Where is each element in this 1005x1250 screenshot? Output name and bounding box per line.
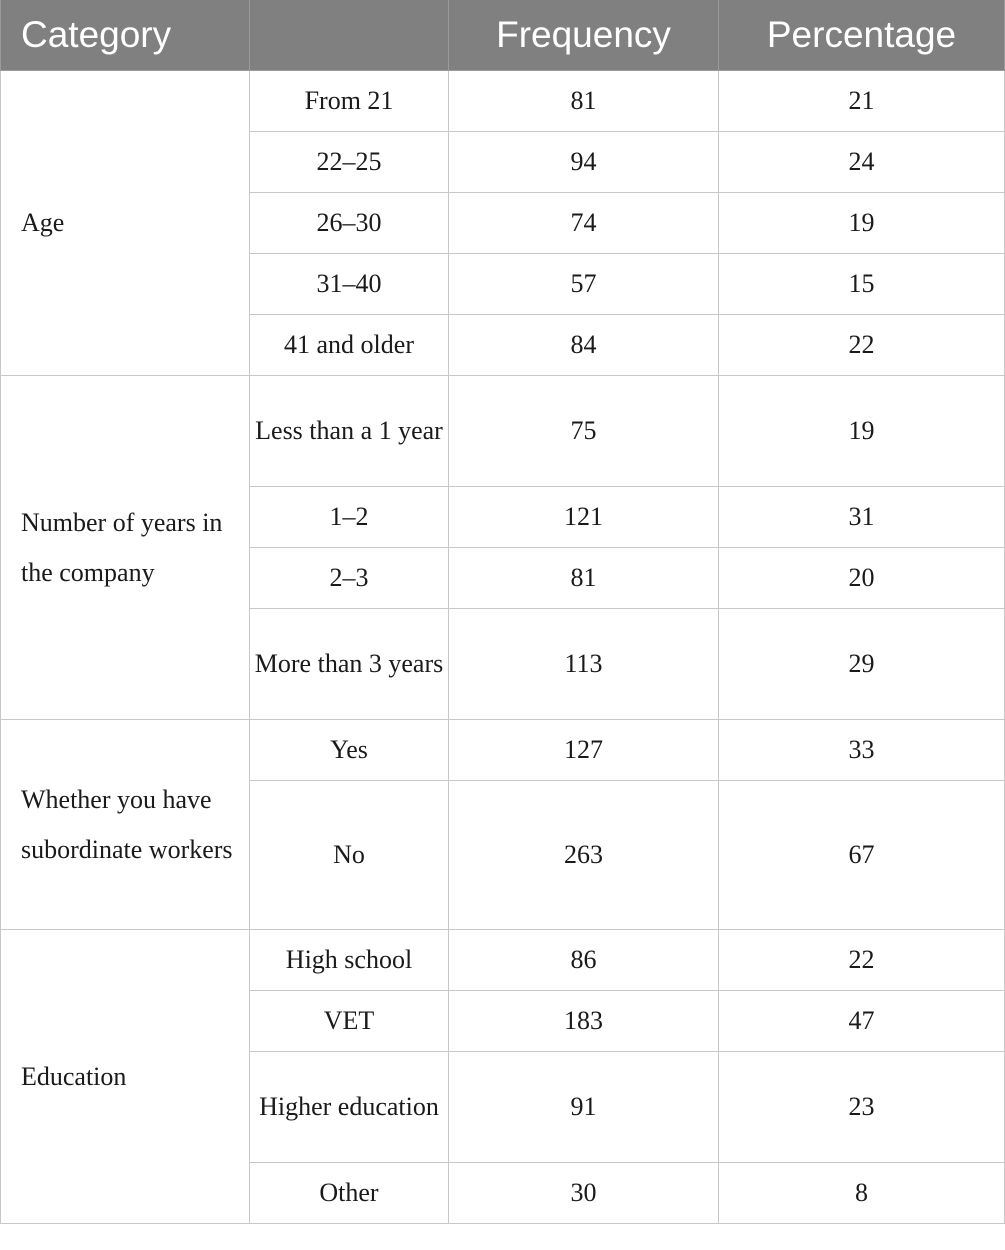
table-header bbox=[1, 0, 1005, 71]
frequency-cell: 86 bbox=[449, 930, 719, 991]
frequency-cell: 121 bbox=[449, 487, 719, 548]
frequency-cell: 75 bbox=[449, 376, 719, 487]
percentage-cell: 20 bbox=[719, 548, 1005, 609]
header-category: Category bbox=[1, 0, 250, 71]
subcategory-cell: Yes bbox=[250, 720, 449, 781]
header-frequency: Frequency bbox=[449, 0, 719, 71]
frequency-cell: 74 bbox=[449, 193, 719, 254]
frequency-cell: 113 bbox=[449, 609, 719, 720]
percentage-cell: 19 bbox=[719, 376, 1005, 487]
header-row bbox=[1, 0, 1005, 71]
subcategory-cell: 26–30 bbox=[250, 193, 449, 254]
frequency-cell: 81 bbox=[449, 548, 719, 609]
table-row bbox=[1, 376, 1005, 487]
percentage-cell: 31 bbox=[719, 487, 1005, 548]
subcategory-cell: Other bbox=[250, 1163, 449, 1224]
header-percentage: Percentage bbox=[719, 0, 1005, 71]
subcategory-cell: VET bbox=[250, 991, 449, 1052]
subcategory-cell: 22–25 bbox=[250, 132, 449, 193]
frequency-cell: 263 bbox=[449, 781, 719, 930]
subcategory-cell: Less than a 1 year bbox=[250, 376, 449, 487]
percentage-cell: 67 bbox=[719, 781, 1005, 930]
frequency-cell: 127 bbox=[449, 720, 719, 781]
frequency-cell: 94 bbox=[449, 132, 719, 193]
subcategory-cell: More than 3 years bbox=[250, 609, 449, 720]
percentage-cell: 22 bbox=[719, 315, 1005, 376]
percentage-cell: 19 bbox=[719, 193, 1005, 254]
table-body bbox=[1, 71, 1005, 1224]
subcategory-cell: 1–2 bbox=[250, 487, 449, 548]
frequency-cell: 91 bbox=[449, 1052, 719, 1163]
category-cell: Age bbox=[1, 71, 250, 376]
percentage-cell: 29 bbox=[719, 609, 1005, 720]
subcategory-cell: High school bbox=[250, 930, 449, 991]
category-cell: Number of years in the company bbox=[1, 376, 250, 720]
table-row bbox=[1, 720, 1005, 781]
subcategory-cell: 2–3 bbox=[250, 548, 449, 609]
subcategory-cell: From 21 bbox=[250, 71, 449, 132]
subcategory-cell: 31–40 bbox=[250, 254, 449, 315]
subcategory-cell: 41 and older bbox=[250, 315, 449, 376]
table-row bbox=[1, 930, 1005, 991]
frequency-cell: 81 bbox=[449, 71, 719, 132]
subcategory-cell: Higher education bbox=[250, 1052, 449, 1163]
percentage-cell: 8 bbox=[719, 1163, 1005, 1224]
percentage-cell: 24 bbox=[719, 132, 1005, 193]
percentage-cell: 47 bbox=[719, 991, 1005, 1052]
frequency-cell: 84 bbox=[449, 315, 719, 376]
header-subcategory bbox=[250, 0, 449, 71]
table-row bbox=[1, 71, 1005, 132]
category-cell: Education bbox=[1, 930, 250, 1224]
category-cell: Whether you have subordinate workers bbox=[1, 720, 250, 930]
percentage-cell: 33 bbox=[719, 720, 1005, 781]
percentage-cell: 15 bbox=[719, 254, 1005, 315]
percentage-cell: 23 bbox=[719, 1052, 1005, 1163]
percentage-cell: 21 bbox=[719, 71, 1005, 132]
subcategory-cell: No bbox=[250, 781, 449, 930]
frequency-cell: 57 bbox=[449, 254, 719, 315]
frequency-cell: 30 bbox=[449, 1163, 719, 1224]
frequency-cell: 183 bbox=[449, 991, 719, 1052]
percentage-cell: 22 bbox=[719, 930, 1005, 991]
